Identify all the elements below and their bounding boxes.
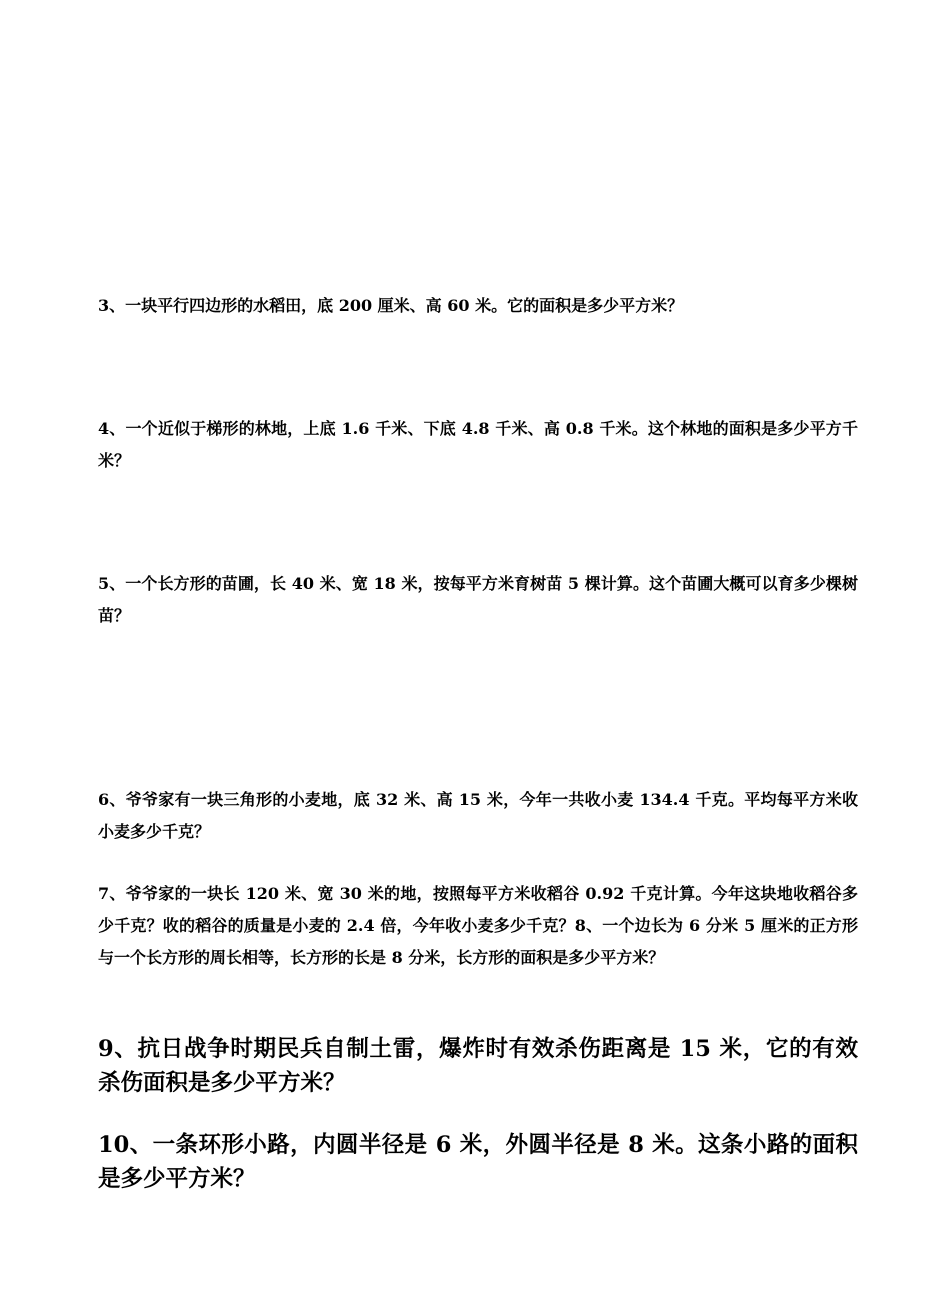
problem-9: 9、抗日战争时期民兵自制土雷，爆炸时有效杀伤距离是 15 米，它的有效杀伤面积是多少平方米？	[98, 1036, 858, 1096]
problem-3: 3、一块平行四边形的水稻田，底 200 厘米、高 60 米。它的面积是多少平方米？	[98, 296, 684, 315]
problem-5: 5、一个长方形的苗圃，长 40 米、宽 18 米，按每平方米育树苗 5 棵计算。这个苗圃大概可以育多少棵树苗？	[98, 574, 858, 625]
problem-10: 10、一条环形小路，内圆半径是 6 米，外圆半径是 8 米。这条小路的面积是多少平方米？	[98, 1132, 858, 1192]
problem-6: 6、爷爷家有一块三角形的小麦地，底 32 米、高 15 米，今年一共收小麦 134.4 千克。平均每平方米收小麦多少千克？	[98, 790, 858, 841]
problem-4: 4、一个近似于梯形的林地，上底 1.6 千米、下底 4.8 千米、高 0.8 千米。这个林地的面积是多少平方千米？	[98, 419, 858, 470]
problem-7-8: 7、爷爷家的一块长 120 米、宽 30 米的地，按照每平方米收稻谷 0.92 千克计算。今年这块地收稻谷多少千克？收的稻谷的质量是小麦的 2.4 倍，今年收小麦多少千克？8、一个边长为 6 分米 5 厘米的正方形与一个长方形的周长相等，长方形的长是 8 分米，长方形的面积是多少平方米？	[98, 884, 858, 967]
